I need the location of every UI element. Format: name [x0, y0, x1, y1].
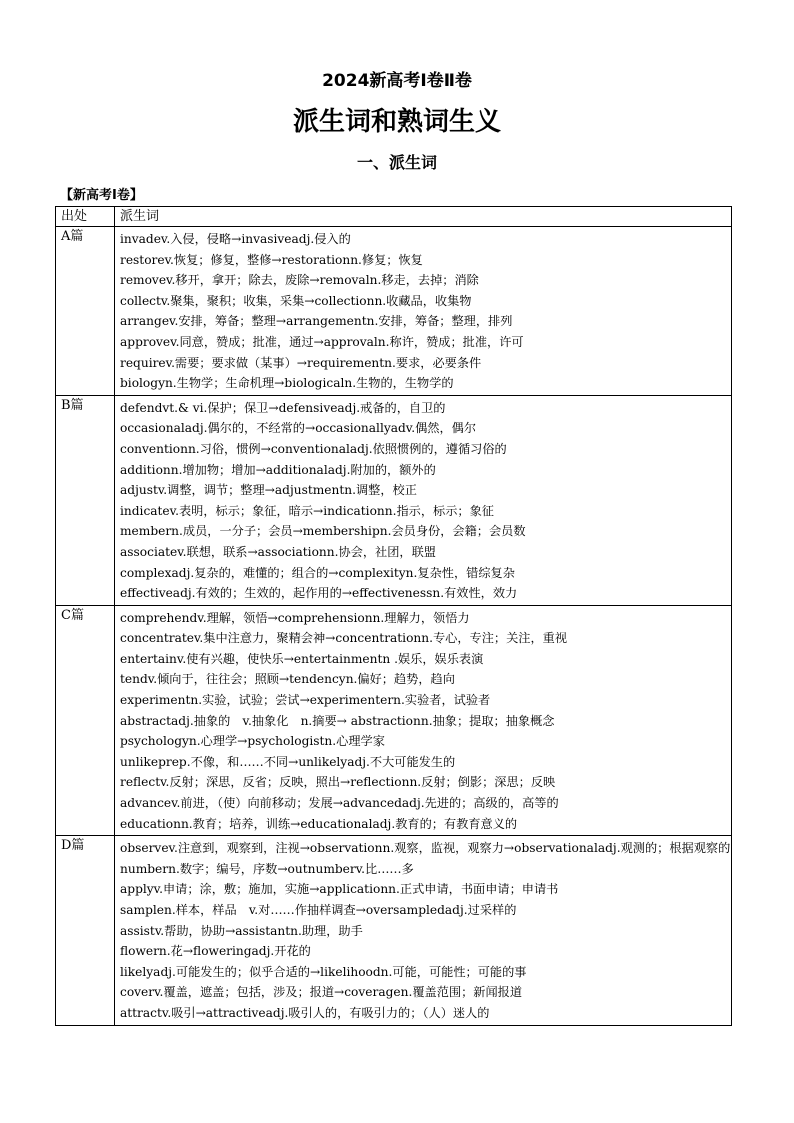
word-entry: biologyn.生物学；生命机理→biologicaln.生物的，生物学的 — [120, 376, 454, 391]
page-title: 派生词和熟词生义 — [292, 107, 501, 137]
word-entry: invadev.入侵，侵略→invasiveadj.侵入的 — [120, 232, 351, 246]
word-entry: likelyadj.可能发生的；似乎合适的→likelihoodn.可能，可能性；可能的事 — [120, 964, 527, 979]
word-entry: observev.注意到，观察到，注视→observationn.观察，监视，观察力→observationaladj.观测的；根据观察的 — [120, 841, 731, 856]
word-entry: attractv.吸引→attractiveadj.吸引人的，有吸引力的；（人）迷人的 — [120, 1005, 490, 1020]
word-list-cell — [115, 836, 732, 1025]
word-entry: unlikeprep.不像，和……不同→unlikelyadj.不大可能发生的 — [120, 754, 456, 769]
word-list-cell — [115, 605, 732, 836]
word-entry: indicatev.表明，标示；象征，暗示→indicationn.指示，标示；象征 — [120, 503, 494, 518]
passage-label: A篇 — [56, 227, 115, 396]
word-entry: advancev.前进，（使）向前移动；发展→advancedadj.先进的；高级的，高等的 — [120, 796, 559, 811]
table-row-d — [56, 836, 732, 1025]
word-entry: concentratev.集中注意力，聚精会神→concentrationn.专心，专注；关注，重视 — [120, 631, 568, 646]
word-entry: occasionaladj.偶尔的，不经常的→occasionallyadv.偶然，偶尔 — [120, 421, 477, 436]
word-entry: additionn.增加物；增加→additionaladj.附加的，额外的 — [120, 462, 436, 477]
word-entry: comprehendv.理解，领悟→comprehensionn.理解力，领悟力 — [120, 610, 470, 625]
word-entry: educationn.教育；培养，训练→educationaladj.教育的；有教育意义的 — [120, 816, 518, 831]
word-entry: restorev.恢复；修复，整修→restorationn.修复；恢复 — [120, 252, 423, 267]
passage-label: D篇 — [56, 836, 115, 1025]
word-entry: membern.成员，一分子；会员→membershipn.会员身份，会籍；会员数 — [120, 524, 526, 539]
table-row-c — [56, 605, 732, 836]
word-entry: entertainv.使有兴趣，使快乐→entertainmentn .娱乐，娱乐表演 — [120, 651, 484, 666]
table-row-a — [56, 227, 732, 396]
word-entry: arrangev.安排，筹备；整理→arrangementn.安排，筹备；整理，排列 — [120, 314, 513, 329]
word-entry: approvev.同意，赞成；批准，通过→approvaln.称许，赞成；批准，许可 — [120, 334, 524, 349]
word-entry: conventionn.习俗，惯例→conventionaladj.依照惯例的，遵循习俗的 — [120, 441, 507, 456]
word-entry: applyv.申请；涂，敷；施加，实施→applicationn.正式申请，书面申请；申请书 — [120, 882, 559, 897]
word-entry: complexadj.复杂的，难懂的；组合的→complexityn.复杂性，错综复杂 — [120, 565, 515, 580]
column-header-words: 派生词 — [115, 207, 732, 227]
word-entry: tendv.倾向于，往往会；照顾→tendencyn.偏好；趋势，趋向 — [120, 672, 455, 687]
word-entry: adjustv.调整，调节；整理→adjustmentn.调整，校正 — [120, 483, 417, 498]
table-row-b — [56, 395, 732, 605]
derivative-words-table — [55, 206, 732, 1026]
word-entry: samplen.样本，样品 v.对……作抽样调查→oversampledadj.过采样的 — [120, 903, 517, 917]
word-entry: assistv.帮助，协助→assistantn.助理，助手 — [120, 923, 363, 938]
word-entry: reflectv.反射；深思，反省；反映，照出→reflectionn.反射；倒影；深思；反映 — [120, 775, 556, 790]
word-list-cell — [115, 227, 732, 396]
exam-title: 2024新高考Ⅰ卷Ⅱ卷 — [322, 71, 472, 91]
word-entry: associatev.联想，联系→associationn.协会，社团，联盟 — [120, 544, 436, 559]
word-entry: psychologyn.心理学→psychologistn.心理学家 — [120, 734, 385, 749]
word-entry: numbern.数字；编号，序数→outnumberv.比……多 — [120, 861, 414, 876]
word-entry: experimentn.实验，试验；尝试→experimentern.实验者，试验者 — [120, 693, 491, 708]
word-entry: coverv.覆盖，遮盖；包括，涉及；报道→coveragen.覆盖范围；新闻报道 — [120, 985, 523, 1000]
word-entry: removev.移开，拿开；除去，废除→removaln.移走，去掉；消除 — [120, 273, 479, 288]
word-entry: collectv.聚集，聚积；收集，采集→collectionn.收藏品，收集物 — [120, 293, 472, 308]
word-list-cell — [115, 395, 732, 605]
exam-section-label: 【新高考Ⅰ卷】 — [60, 188, 143, 203]
section-heading: 一、派生词 — [356, 153, 437, 172]
word-entry: flowern.花→floweringadj.开花的 — [120, 944, 311, 959]
word-entry: defendvt.& vi.保护；保卫→defensiveadj.戒备的，自卫的 — [120, 400, 446, 415]
passage-label: B篇 — [56, 395, 115, 605]
word-entry: abstractadj.抽象的 v.抽象化 n.摘要→ abstractionn.抽象；提取；抽象概念 — [120, 713, 555, 728]
word-entry: effectiveadj.有效的；生效的，起作用的→effectivenessn.有效性，效力 — [120, 586, 518, 601]
column-header-source: 出处 — [56, 207, 115, 227]
passage-label: C篇 — [56, 605, 115, 836]
table-header-row — [56, 207, 732, 227]
word-entry: requirev.需要；要求做（某事）→requirementn.要求，必要条件 — [120, 355, 482, 370]
